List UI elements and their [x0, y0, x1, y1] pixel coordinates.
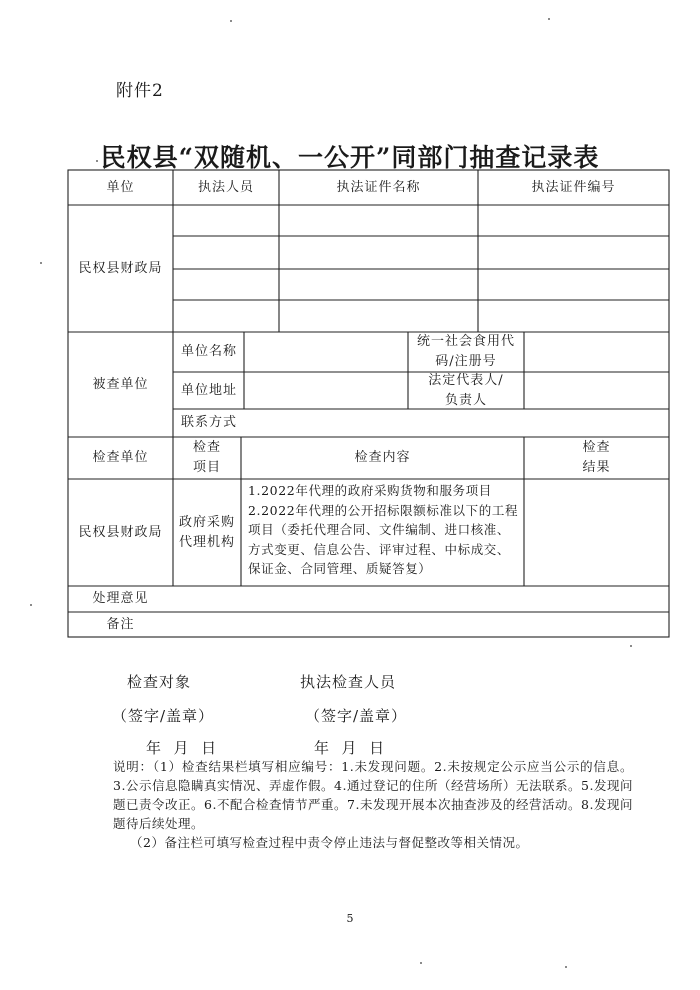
sign-hint-left: （签字/盖章）: [112, 707, 215, 725]
scan-speck: [420, 962, 422, 964]
note-1: 说明：（1）检查结果栏填写相应编号：1.未发现问题。2.未按规定公示应当公示的信息。3.公示信息隐瞒真实情况、弄虚作假。4.通过登记的住所（经营场所）无法联系。5.发现问题已责令改正。6.不配合检查情节严重。7.未发现开展本次抽查涉及的经营活动。8.发现问题待后续处理。: [113, 759, 633, 831]
page-number: 5: [346, 912, 354, 925]
credit-code-label: 统一社会食用代码/注册号: [416, 334, 515, 369]
unit-address-label: 单位地址: [181, 382, 238, 398]
date-left: 年 月 日: [146, 739, 218, 757]
header-cert-name: 执法证件名称: [336, 179, 421, 195]
opinion-label: 处理意见: [92, 591, 149, 606]
scan-speck: [630, 645, 632, 647]
check-row-unit: 民权县财政局: [78, 524, 163, 540]
check-row-item: 政府采购代理机构: [179, 514, 236, 550]
inspected-object-label: 检查对象: [127, 673, 192, 691]
scan-speck: [565, 966, 567, 968]
date-right: 年 月 日: [314, 739, 386, 757]
check-content-header: 检查内容: [354, 450, 411, 465]
scan-speck: [30, 604, 32, 606]
check-item-header: 检查项目: [192, 440, 221, 475]
header-officer: 执法人员: [197, 179, 254, 195]
check-unit-header: 检查单位: [92, 450, 149, 465]
check-result-header: 检查结果: [582, 440, 611, 475]
sign-hint-right: （签字/盖章）: [305, 707, 408, 725]
contact-label: 联系方式: [181, 415, 238, 430]
inspecting-unit: 民权县财政局: [78, 260, 163, 276]
remarks-label: 备注: [106, 616, 135, 632]
check-row-content: [248, 481, 520, 579]
enforcement-officer-label: 执法检查人员: [300, 673, 397, 691]
header-unit: 单位: [106, 179, 135, 195]
check-content-item-2: 2.2022年代理的公开招标限额标准以下的工程项目（委托代理合同、文件编制、进口核准、方式变更、信息公告、评审过程、中标成交、保证金、合同管理、质疑答复）: [248, 502, 519, 576]
unit-name-label: 单位名称: [181, 344, 238, 359]
scan-speck: [96, 160, 98, 162]
inspected-unit-label: 被查单位: [92, 376, 149, 392]
attachment-label: 附件2: [116, 81, 164, 101]
legal-rep-label: 法定代表人/负责人: [428, 372, 504, 408]
note-2: （2）备注栏可填写检查过程中责令停止违法与督促整改等相关情况。: [130, 835, 529, 850]
page-title: 民权县“双随机、一公开”同部门抽查记录表: [100, 143, 600, 172]
check-content-item-1: 1.2022年代理的政府采购货物和服务项目: [248, 483, 492, 498]
scan-speck: [230, 20, 232, 22]
scan-speck: [40, 262, 42, 264]
scan-speck: [548, 18, 550, 20]
header-cert-number: 执法证件编号: [531, 179, 616, 195]
